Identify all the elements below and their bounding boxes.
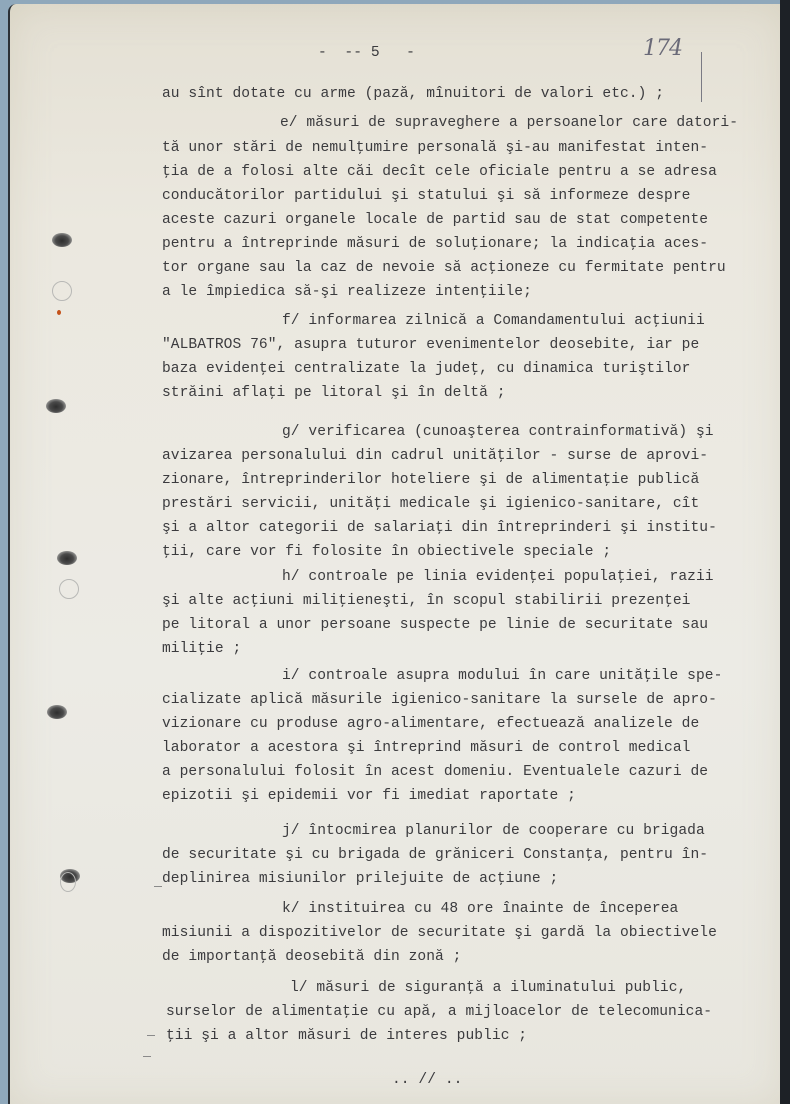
margin-dash: [143, 1056, 151, 1057]
text-line: vizionare cu produse agro-alimentare, efectuează analizele de: [162, 716, 700, 732]
item-j-heading: j/ întocmirea planurilor de cooperare cu brigada: [282, 823, 705, 839]
punch-hole-ring-icon: [59, 579, 79, 599]
item-i-heading: i/ controale asupra modului în care unităţile spe-: [282, 668, 723, 684]
text-line: baza evidenţei centralizate la judeţ, cu dinamica turiştilor: [162, 361, 691, 377]
text-line: cializate aplică măsurile igienico-sanitare la sursele de apro-: [162, 692, 717, 708]
continuation-mark: .. // ..: [392, 1072, 463, 1088]
item-e-heading: e/ măsuri de supraveghere a persoanelor care datori-: [280, 115, 738, 131]
text-line: a personalului folosit în acest domeniu. Eventualele cazuri de: [162, 764, 709, 780]
text-line: ţii, care vor fi folosite în obiectivele speciale ;: [162, 544, 612, 560]
text-line: a le împiedica să-şi realizeze intenţiile;: [162, 284, 532, 300]
page-number: - -- 5 -: [318, 45, 415, 61]
text-line: "ALBATROS 76", asupra tuturor evenimentelor deosebite, iar pe: [162, 337, 700, 353]
text-line: ţia de a folosi alte căi decît cele oficiale pentru a se adresa: [162, 164, 717, 180]
item-h-heading: h/ controale pe linia evidenţei populaţiei, razii: [282, 569, 714, 585]
margin-dash: [147, 1035, 155, 1036]
text-line: tă unor stări de nemulţumire personală şi-au manifestat inten-: [162, 140, 709, 156]
text-line: pe litoral a unor persoane suspecte pe linie de securitate sau: [162, 617, 709, 633]
text-line: surselor de alimentaţie cu apă, a mijloacelor de telecomunica-: [166, 1004, 713, 1020]
text-line: zionare, întreprinderilor hoteliere şi de alimentaţie publică: [162, 472, 700, 488]
text-line: au sînt dotate cu arme (pază, mînuitori de valori etc.) ;: [162, 86, 665, 102]
text-line: aceste cazuri organele locale de partid sau de stat competente: [162, 212, 709, 228]
text-line: de importanţă deosebită din zonă ;: [162, 949, 462, 965]
punch-hole-icon: [52, 233, 72, 247]
item-g-heading: g/ verificarea (cunoaşterea contrainformativă) şi: [282, 424, 714, 440]
text-line: pentru a întreprinde măsuri de soluţionare; la indicaţia aces-: [162, 236, 709, 252]
scan-border: [780, 0, 790, 1104]
stain-mark: [57, 310, 61, 315]
text-line: epizotii şi epidemii vor fi imediat raportate ;: [162, 788, 576, 804]
text-line: şi a altor categorii de salariaţi din întreprinderi şi institu-: [162, 520, 717, 536]
item-f-heading: f/ informarea zilnică a Comandamentului acţiunii: [282, 313, 705, 329]
text-line: deplinirea misiunilor prilejuite de acţiune ;: [162, 871, 559, 887]
handwritten-stroke: [701, 52, 702, 102]
text-line: de securitate şi cu brigada de grăniceri Constanţa, pentru în-: [162, 847, 709, 863]
punch-hole-icon: [46, 399, 66, 413]
punch-hole-icon: [57, 551, 77, 565]
text-line: miliţie ;: [162, 641, 242, 657]
text-line: ţii şi a altor măsuri de interes public ;: [166, 1028, 528, 1044]
text-line: laborator a acestora şi întreprind măsuri de control medical: [162, 740, 691, 756]
punch-hole-ring-icon: [52, 281, 72, 301]
text-line: conducătorilor partidului şi statului şi să informeze despre: [162, 188, 691, 204]
text-line: străini aflaţi pe litoral şi în deltă ;: [162, 385, 506, 401]
punch-hole-ring-icon: [60, 872, 76, 892]
punch-hole-icon: [47, 705, 67, 719]
folio-number-handwritten: 174: [643, 36, 682, 61]
item-k-heading: k/ instituirea cu 48 ore înainte de începerea: [282, 901, 679, 917]
text-line: avizarea personalului din cadrul unităţilor - surse de aprovi-: [162, 448, 709, 464]
text-line: prestări servicii, unităţi medicale şi igienico-sanitare, cît: [162, 496, 700, 512]
text-line: şi alte acţiuni miliţieneşti, în scopul stabilirii prezenţei: [162, 593, 691, 609]
text-line: misiunii a dispozitivelor de securitate şi gardă la obiectivele: [162, 925, 717, 941]
margin-dash: [154, 886, 162, 887]
item-l-heading: l/ măsuri de siguranţă a iluminatului public,: [290, 980, 687, 996]
text-line: tor organe sau la caz de nevoie să acţioneze cu fermitate pentru: [162, 260, 726, 276]
